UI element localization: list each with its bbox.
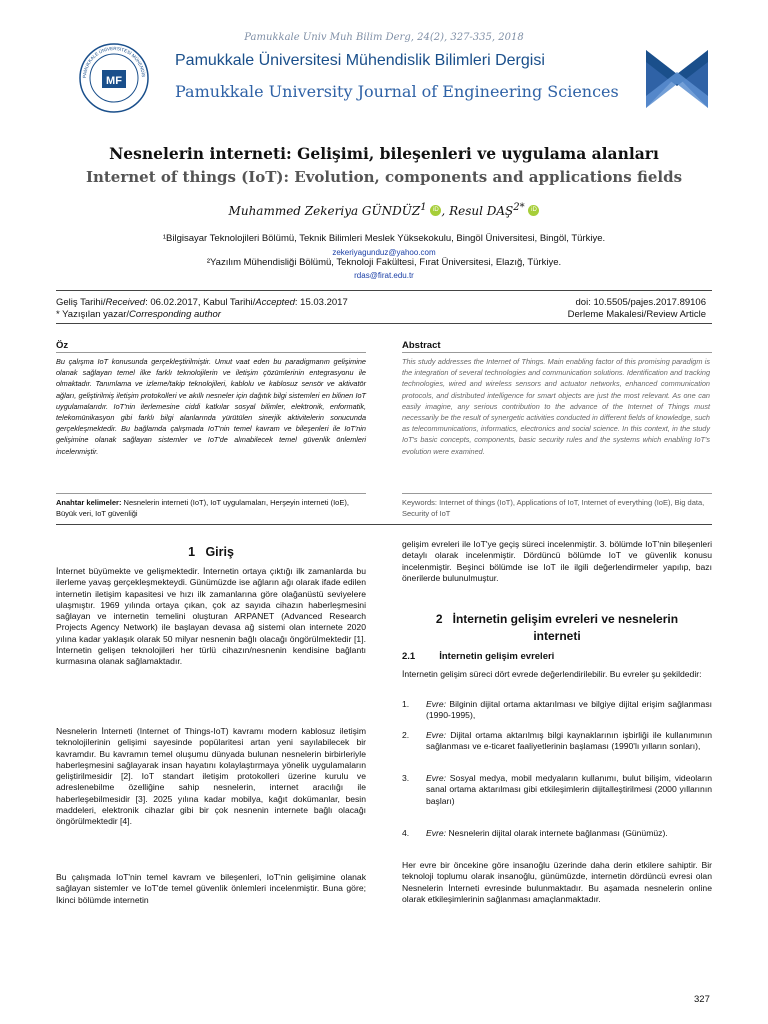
subsection-2-1-number: 2.1 [402, 651, 416, 662]
paragraph: Bu çalışmada IoT'nin temel kavram ve bileşenleri, IoT'nin gelişimine olanak sağlayan sistemler ve IoT'de temel güvenlik önlemleri incelenmiştir. Buna göre; İkinci bölümde internetin [56, 872, 366, 905]
article-type [480, 309, 706, 320]
keywords-en [402, 497, 710, 519]
article-title-en: Internet of things (IoT): Evolution, components and applications fields [85, 168, 683, 186]
article-type-label: Derleme Makalesi/ [567, 309, 647, 320]
divider [56, 352, 366, 353]
keywords-en-value: Internet of things (IoT), Applications of IoT, Internet of everything (IoE), Big data, Security of IoT [402, 498, 705, 518]
author-1-sup: 1 [420, 202, 427, 213]
section-2-title-line1: İnternetin gelişim evreleri ve nesnelerin [452, 612, 679, 626]
author-2: Resul DAŞ [449, 204, 514, 218]
keywords-en-label: Keywords: [402, 498, 438, 507]
journal-logo [642, 44, 712, 114]
list-item [402, 730, 712, 753]
list-item-number: 2. [402, 730, 410, 740]
divider [56, 493, 366, 494]
section-1-heading [56, 545, 366, 559]
paragraph: gelişim evreleri ile IoT'ye geçiş süreci incelenmiştir. 3. bölümde IoT'nin bileşenleri detaylı olarak incelenmiştir. Dördüncü bölümde IoT ve güvenlik konusu incelenmiştir. Beşinci bölümde ise IoT ile ilgili değerlendirmeler yapılıp, bazı önerilerde bulunulmuştur. [402, 539, 712, 583]
logo-ring-text: PAMUKKALE ÜNİVERSİTESİ MÜHENDİS [81, 45, 147, 79]
journal-citation: Pamukkale Univ Muh Bilim Derg, 24(2), 327-335, 2018 [244, 32, 524, 43]
keywords-tr [56, 497, 366, 519]
corresponding-label-en: Corresponding author [129, 309, 221, 320]
orcid-icon[interactable]: iD [528, 205, 539, 216]
subsection-2-1-title: İnternetin gelişim evreleri [439, 651, 555, 662]
abstract-tr-body: Bu çalışma IoT konusunda gerçekleştirilmiştir. Umut vaat eden bu paradigmanın gelişimine olanak sağlayan temel ilke farklı teknolojilerin ve iletişim çözümlerinin entegrasyonu ile olmaktadır. Tanımlama ve izleme/takip teknolojileri, kablolu ve kablosuz sensör ve aktivatör ağları, geliştirilmiş iletişim protokolleri ve akıllı nesneler için dağıtık bilgi sistemleri en bilinen IoT uygulamalarıdır. IoT'nin ilerlemesine ciddi katkılar sosyal bilimler, elektronik, enformatik, telekomünikasyon gibi farklı bilgi alanlarında yürütülen sinerjik aktivitelerin sonucunda gerçekleşmektedir. Bu bağlamda çalışmada IoT'nin temel kavram ve bileşenleri ile IoT'nin gelişimine olanak sağlayan sistemler ve IoT'de alınabilecek temel güvenlik önlemleri incelenmiştir. [56, 357, 366, 456]
list-item-text: Bilginin dijital ortama aktarılması ve bilgiye dijital erişim sağlanması (1990-1995), [426, 699, 712, 721]
paragraph: İnternet büyümekte ve gelişmektedir. İnternetin ortaya çıktığı ilk zamanlarda bu ilerleme yavaş gerçekleşmekteydi. Günümüzde ise ağların ağı olarak ifade edilen internetin iletişim kapasitesi ve hızı ilk zamanlarına göre olağanüstü seviyelere ulaşmıştır. 1969 yılında ortaya çıkan, çok az sayıda cihazın haberleşmesini sağlayan ve internetin temelini oluşturan ARPANET (Advanced Research Projects Agency Network) ile başlayan devasa ağ sistemi olan internete 2020 yılına kadar yaklaşık olarak 50 milyar nesnenin bağlı olacağı öngörülmektedir [1]. İnternetin gelişen teknolojileri her türlü cihazın/nesnenin kendisine bağlantı kurmasına olanak sağlamaktadır. [56, 566, 366, 667]
orcid-icon[interactable]: iD [430, 205, 441, 216]
accepted-label-en: Accepted [255, 297, 295, 308]
email-2[interactable]: rdas@firat.edu.tr [354, 271, 414, 280]
author-line [0, 202, 768, 218]
page-number: 327 [694, 994, 710, 1005]
article-type-label-en: Review Article [646, 309, 706, 320]
journal-title-en: Pamukkale University Journal of Engineering Sciences [175, 82, 619, 101]
paragraph: İnternetin gelişim süreci dört evrede değerlendirilebilir. Bu evreler şu şekildedir: [402, 669, 702, 679]
divider [402, 352, 712, 353]
divider [56, 290, 712, 291]
list-item-label: Evre: [426, 730, 447, 740]
accepted-value: : 15.03.2017 [294, 297, 348, 308]
keywords-tr-label: Anahtar kelimeler: [56, 498, 122, 507]
university-logo [78, 42, 150, 114]
list-item-label: Evre: [426, 828, 447, 838]
list-item [402, 828, 712, 839]
author-separator: , [441, 204, 450, 218]
list-item-number: 3. [402, 773, 410, 783]
section-1-title: Giriş [205, 545, 234, 559]
paragraph: Her evre bir öncekine göre insanoğlu üzerinde daha derin etkilere sahiptir. Bir teknoloji toplumu olarak insanoğlu, günümüzde, internetin dördüncü evresi olan Nesnelerin İnterneti evresinde bulunmaktadır. Bu aşamada nesnelerin online olarak etkileşimlerinin sağlanması amaçlanmaktadır. [402, 860, 712, 904]
corresponding-line [56, 309, 221, 320]
article-title-tr: Nesnelerin interneti: Gelişimi, bileşenleri ve uygulama alanları [109, 144, 659, 163]
section-2-title-line2: interneti [533, 629, 581, 643]
keywords-tr-value: Nesnelerin interneti (IoT), IoT uygulamaları, Herşeyin interneti (IoE), Büyük veri, IoT güvenliği [56, 498, 349, 518]
dates-line [56, 297, 348, 308]
divider [402, 493, 712, 494]
received-label: Geliş Tarihi/ [56, 297, 106, 308]
corresponding-label: * Yazışılan yazar/ [56, 309, 130, 320]
journal-title-tr: Pamukkale Üniversitesi Mühendislik Bilimleri Dergisi [175, 52, 545, 69]
email-1[interactable]: zekeriyagunduz@yahoo.com [332, 248, 436, 257]
list-item [402, 773, 712, 807]
list-item-label: Evre: [426, 699, 447, 709]
divider [56, 524, 712, 525]
author-1: Muhammed Zekeriya GÜNDÜZ [228, 204, 421, 218]
section-2-number: 2 [435, 612, 443, 626]
list-item-text: Sosyal medya, mobil medyaların kullanımı, bulut bilişim, videoların sanal ortama aktarılması gibi etkileşimlerin dijitalleştirilmesi (2000 yıllarının başları) [426, 773, 712, 806]
list-item [402, 699, 712, 722]
list-item-label: Evre: [426, 773, 447, 783]
affiliation-1: ¹Bilgisayar Teknolojileri Bölümü, Teknik Bilimleri Meslek Yüksekokulu, Bingöl Üniversitesi, Bingöl, Türkiye. [162, 233, 606, 244]
section-2-heading [402, 611, 712, 645]
list-item-text: Nesnelerin dijital olarak internete bağlanması (Günümüz). [446, 828, 668, 838]
affiliation-2: ²Yazılım Mühendisliği Bölümü, Teknoloji Fakültesi, Fırat Üniversitesi, Elazığ, Türkiye. [206, 257, 562, 268]
paragraph: Nesnelerin İnterneti (Internet of Things-IoT) kavramı modern kablosuz iletişim teknolojilerinin gelişimi sayesinde popülaritesi artan yeni sayılabilecek bir kavramdır. Bu kavramın temel oluşumu dünyada bulunan nesnelerin birbirleriyle haberleşmesini sağlayarak insan hayatını kolaylaştırmaya yönelik uygulamaların geliştirilmesidir [2]. IoT standart iletişim protokolleri üzerine kurulu ve adreslenebilme özelliğine sahip nesnelerin, internet aracılığı ile haberleşebilmesidir [3]. 2025 yılına kadar mobilya, kağıt dokümanlar, besin maddeleri, elektronik cihazlar gibi bir çok nesnenin internete bağlı olacağı öngörülmektedir [4]. [56, 726, 366, 827]
received-value: : 06.02.2017, Kabul Tarihi/ [145, 297, 256, 308]
list-item-number: 1. [402, 699, 410, 709]
section-1-number: 1 [188, 545, 196, 559]
received-label-en: Received [105, 297, 146, 308]
divider [56, 323, 712, 324]
abstract-tr-heading: Öz [56, 340, 69, 351]
abstract-en-body: This study addresses the Internet of Things. Main enabling factor of this promising paradigm is the integration of several technologies and communication solutions. Identification and tracking technologies, wired and wireless sensors and actuator networks, enhanced communication protocols, and distributed intelligence for smart objects are just the most relevant. As one can easily imagine, any serious contribution to the advance of the Internet of Things must necessarily be the result of synergetic activities conducted in different fields of knowledge, such as telecommunications, informatics, electronics and social science. In this context, in the study IoT's basic concepts, components, basic security rules and the systems which enabling IoT's evolution were examined. [402, 357, 710, 456]
abstract-en-heading: Abstract [402, 340, 441, 351]
logo-mark-text: MF [106, 75, 122, 87]
list-item-number: 4. [402, 828, 410, 838]
subsection-2-1-heading [402, 651, 554, 662]
doi[interactable]: doi: 10.5505/pajes.2017.89106 [575, 297, 706, 308]
list-item-text: Dijital ortama aktarılmış bilgi kaynaklarının işbirliği ile kullanımının sağlanması ve e-ticaret faaliyetlerinin başlaması (1990'lı yılların sonları), [426, 730, 712, 752]
author-2-sup: 2* [513, 202, 525, 213]
